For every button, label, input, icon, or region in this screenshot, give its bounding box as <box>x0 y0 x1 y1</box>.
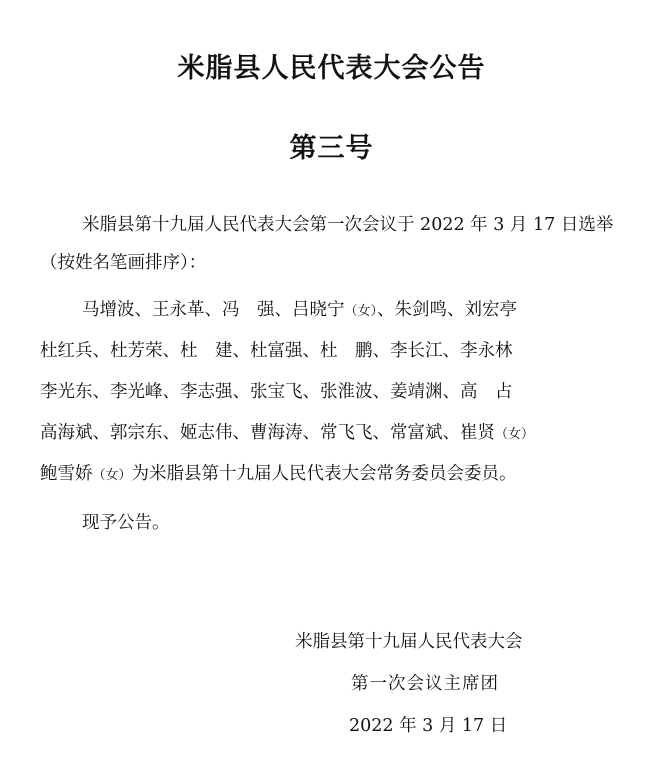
names-text: 马增波、王永革、冯 强、吕晓宁 <box>82 300 345 320</box>
notice-title: 米脂县人民代表大会公告 <box>177 53 486 84</box>
names-text: 鲍雪娇 <box>40 464 93 484</box>
notice-number: 第三号 <box>289 133 374 164</box>
intro-paragraph: 米脂县第十九届人民代表大会第一次会议于 2022 年 3 月 17 日选举（按姓名笔画排序）： <box>40 215 614 273</box>
female-marker: （女） <box>92 468 132 483</box>
elected-names-list <box>40 290 633 495</box>
female-marker: （女） <box>495 427 535 442</box>
names-text: 高海斌、郭宗东、姬志伟、曹海涛、常飞飞、常富斌、崔贤 <box>40 423 495 443</box>
names-line <box>40 331 633 372</box>
names-line <box>40 454 633 495</box>
signature-date: 2022 年 3 月 17 日 <box>349 716 508 736</box>
signature-organization: 米脂县第十九届人民代表大会 <box>295 632 523 652</box>
female-marker: （女） <box>344 304 378 319</box>
names-line <box>40 290 633 331</box>
names-text: 、朱剑鸣、刘宏亭 <box>377 300 518 320</box>
names-line <box>40 372 633 413</box>
names-line <box>40 413 633 454</box>
names-text: 杜红兵、杜芳荣、杜 建、杜富强、杜 鹏、李长江、李永林 <box>40 341 513 361</box>
closing-text: 现予公告。 <box>82 513 170 533</box>
signature-presidium: 第一次会议主席团 <box>351 674 499 694</box>
names-text: 李光东、李光峰、李志强、张宝飞、张淮波、姜靖渊、高 占 <box>40 382 513 402</box>
names-text: 为米脂县第十九届人民代表大会常务委员会委员。 <box>131 464 517 484</box>
